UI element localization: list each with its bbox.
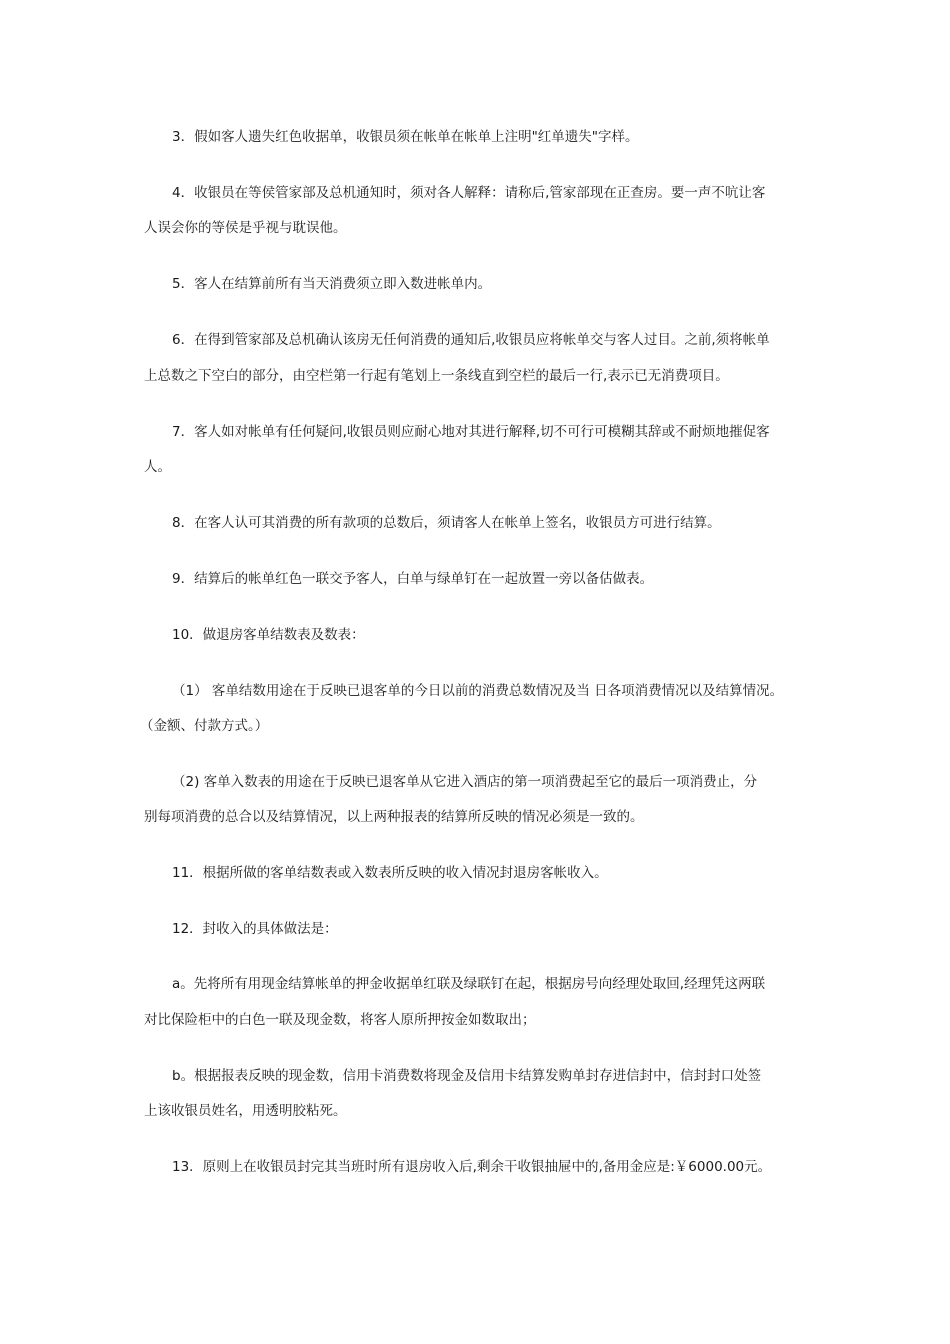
item-6-line-1: 6．在得到管家部及总机确认该房无任何消费的通知后,收银员应将帐单交与客人过目。之前,须将帐单 [172, 332, 770, 348]
item-9: 9．结算后的帐单红色一联交予客人，白单与绿单钉在一起放置一旁以备估做表。 [172, 571, 654, 587]
item-10-sub-1-line-2: （金额、付款方式。） [140, 718, 269, 734]
item-12-a-line-1: a。先将所有用现金结算帐单的押金收据单红联及绿联钉在起，根据房号向经理处取回,经理凭这两联 [172, 976, 766, 992]
item-8: 8．在客人认可其消费的所有款项的总数后，须请客人在帐单上签名，收银员方可进行结算。 [172, 515, 721, 531]
item-12-b-line-1: b。根据报表反映的现金数，信用卡消费数将现金及信用卡结算发购单封存进信封中，信封封口处签 [172, 1068, 762, 1084]
item-3: 3．假如客人遗失红色收据单，收银员须在帐单在帐单上注明"红单遗失"字样。 [172, 129, 639, 145]
item-13: 13．原则上在收银员封完其当班时所有退房收入后,剩余干收银抽屉中的,备用金应是:￥6000.00元。 [172, 1159, 772, 1175]
item-4-line-1: 4．收银员在等侯管家部及总机通知时，须对各人解释：请称后,管家部现在正查房。要一声不吭让客 [172, 185, 766, 201]
item-10-sub-2-line-2: 别每项消费的总合以及结算情况，以上两种报表的结算所反映的情况必须是一致的。 [144, 809, 644, 825]
item-12-a-line-2: 对比保险柜中的白色一联及现金数，将客人原所押按金如数取出； [144, 1012, 536, 1028]
item-10: 10．做退房客单结数表及数表： [172, 627, 365, 643]
item-10-sub-2-line-1: （2) 客单入数表的用途在于反映已退客单从它进入酒店的第一项消费起至它的最后一项消费止，分 [172, 774, 758, 790]
item-11: 11．根据所做的客单结数表或入数表所反映的收入情况封退房客帐收入。 [172, 865, 608, 881]
item-6-line-2: 上总数之下空白的部分，由空栏第一行起有笔划上一条线直到空栏的最后一行,表示已无消费项目。 [144, 368, 729, 384]
item-5: 5．客人在结算前所有当天消费须立即入数进帐单内。 [172, 276, 492, 292]
item-7-line-1: 7．客人如对帐单有任何疑问,收银员则应耐心地对其进行解释,切不可行可模糊其辞或不耐烦地摧促客 [172, 424, 770, 440]
item-12: 12．封收入的具体做法是： [172, 921, 338, 937]
item-7-line-2: 人。 [144, 459, 171, 475]
item-12-b-line-2: 上该收银员姓名，用透明胶粘死。 [144, 1103, 347, 1119]
item-4-line-2: 人误会你的等侯是乎视与耽误他。 [144, 220, 347, 236]
item-10-sub-1-line-1: （1） 客单结数用途在于反映已退客单的今日以前的消费总数情况及当 日各项消费情况以及结算情况。 [172, 683, 784, 699]
